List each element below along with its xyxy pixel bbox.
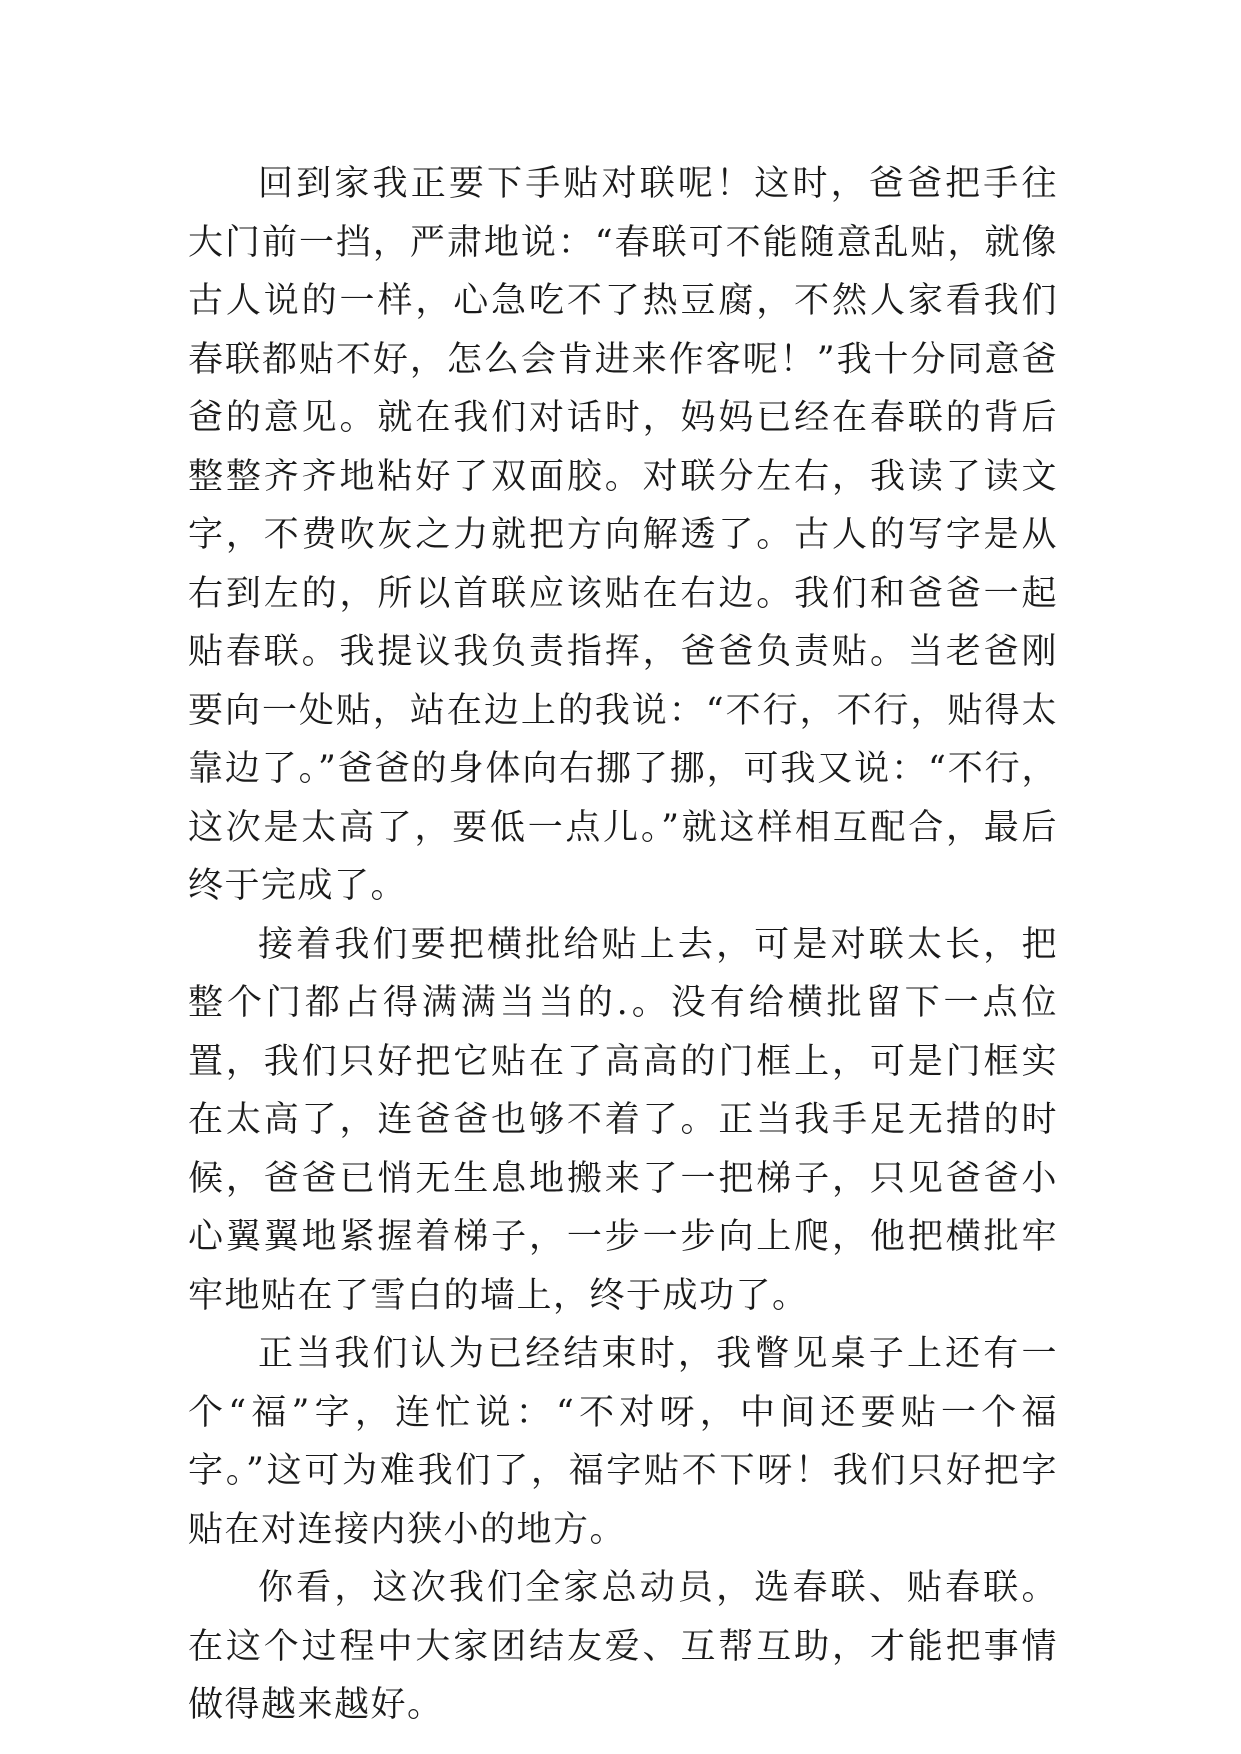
paragraph-1: 回到家我正要下手贴对联呢！这时，爸爸把手往大门前一挡，严肃地说：“春联可不能随意乱贴，就像古人说的一样，心急吃不了热豆腐，不然人家看我们春联都贴不好，怎么会肯进来作客呢！”我十分同意爸爸的意见。就在我们对话时，妈妈已经在春联的背后整整齐齐地粘好了双面胶。对联分左右，我读了读文字，不费吹灰之力就把方向解透了。古人的写字是从右到左的，所以首联应该贴在右边。我们和爸爸一起贴春联。我提议我负责指挥，爸爸负责贴。当老爸刚要向一处贴，站在边上的我说：“不行，不行，贴得太靠边了。”爸爸的身体向右挪了挪，可我又说：“不行，这次是太高了，要低一点儿。”就这样相互配合，最后终于完成了。 [188,164,1058,906]
paragraph-3: 正当我们认为已经结束时，我瞥见桌子上还有一个“福”字，连忙说：“不对呀，中间还要贴一个福字。”这可为难我们了，福字贴不下呀！我们只好把字贴在对连接内狭小的地方。 [188,1334,1058,1550]
paragraph-4: 你看，这次我们全家总动员，选春联、贴春联。在这个过程中大家团结友爱、互帮互助，才能把事情做得越来越好。 [188,1568,1058,1725]
document-page [188,155,1058,1735]
paragraph-2: 接着我们要把横批给贴上去，可是对联太长，把整个门都占得满满当当的.。没有给横批留下一点位置，我们只好把它贴在了高高的门框上，可是门框实在太高了，连爸爸也够不着了。正当我手足无措的时候，爸爸已悄无生息地搬来了一把梯子，只见爸爸小心翼翼地紧握着梯子，一步一步向上爬，他把横批牢牢地贴在了雪白的墙上，终于成功了。 [188,924,1058,1316]
